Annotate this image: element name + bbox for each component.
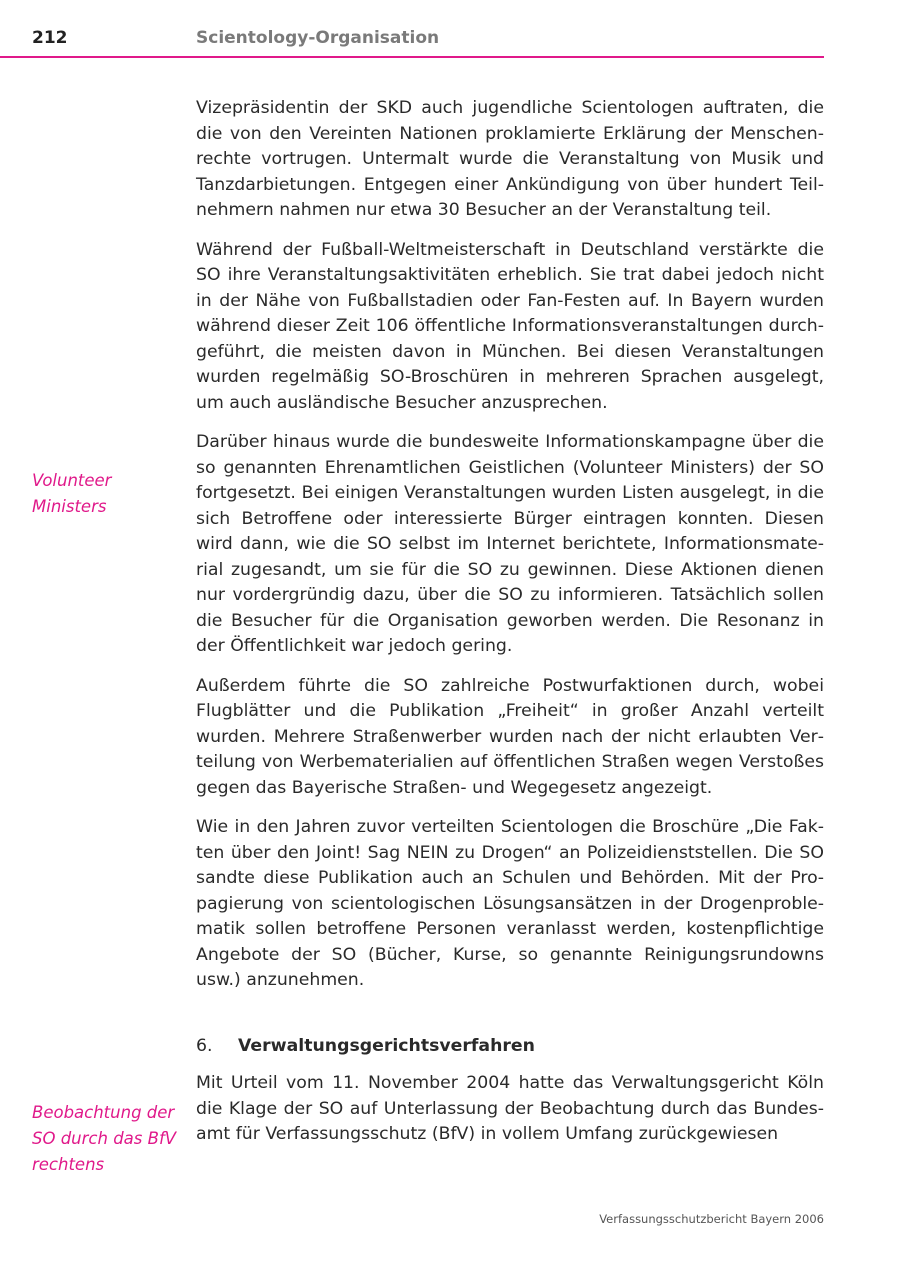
section-number: 6.: [196, 1035, 213, 1056]
main-text: [196, 96, 824, 1162]
page-header: [0, 0, 824, 58]
running-title: Scientology-Organisation: [196, 28, 440, 48]
paragraph-3: Darüber hinaus wurde die bundesweite Informationskampagne über die so genannten Ehrenamtlichen Geistlichen (Volunteer Ministers) der SO fortgesetzt. Bei einigen Veranstaltungen wurden Listen ausgelegt, in die sich Betroffene oder interessierte Bürger eintragen konnten. Diesen wird dann, wie die SO selbst im Internet berichtete, Informationsmaterial zugesandt, um sie für die SO zu gewinnen. Diese Aktionen dienen nur vordergründig dazu, über die SO zu informieren. Tatsächlich sollen die Besucher für die Organisation geworben werden. Die Resonanz in der Öffentlichkeit war jedoch gering.: [196, 432, 824, 656]
margin-note-bfv-observation: Beobachtung der SO durch das BfV rechtens: [32, 1103, 177, 1174]
margin-note-volunteer-ministers: Volunteer Ministers: [32, 471, 112, 516]
section-title: Verwaltungsgerichtsverfahren: [238, 1035, 535, 1056]
paragraph-1: Vizepräsidentin der SKD auch jugendliche Scientologen auftraten, die die von den Vereinten Nationen proklamierte Erklärung der Menschenrechte vortrugen. Untermalt wurde die Veranstaltung von Musik und Tanzdarbietungen. Entgegen einer Ankündigung von über hundert Teilnehmern nahmen nur etwa 30 Besucher an der Veranstaltung teil.: [196, 98, 824, 220]
page-footer: Verfassungsschutzbericht Bayern 2006: [599, 1212, 824, 1226]
section-heading: [196, 1034, 824, 1060]
paragraph-5: Wie in den Jahren zuvor verteilten Scientologen die Broschüre „Die Fakten über den Joint! Sag NEIN zu Drogen“ an Polizeidienststellen. Die SO sandte diese Publikation auch an Schulen und Behörden. Mit der Propagierung von scientologischen Lösungsansätzen in der Drogenproblematik sollen betroffene Personen veranlasst werden, kostenpflichtige Angebote der SO (Bücher, Kurse, so genannte Reinigungsrundowns usw.) anzunehmen.: [196, 817, 824, 990]
page-number: 212: [32, 28, 68, 48]
section-paragraph: Mit Urteil vom 11. November 2004 hatte das Verwaltungsgericht Köln die Klage der SO auf Unterlassung der Beobachtung durch das Bundesamt für Verfassungsschutz (BfV) in vollem Umfang zurückgewiesen: [196, 1073, 824, 1144]
paragraph-2: Während der Fußball-Weltmeisterschaft in Deutschland verstärkte die SO ihre Veranstaltungsaktivitäten erheblich. Sie trat dabei jedoch nicht in der Nähe von Fußballstadien oder Fan-Festen auf. In Bayern wurden während dieser Zeit 106 öffentliche Informationsveranstaltungen durchgeführt, die meisten davon in München. Bei diesen Veranstaltungen wurden regelmäßig SO-Broschüren in mehreren Sprachen ausgelegt, um auch ausländische Besucher anzusprechen.: [196, 239, 824, 413]
paragraph-4: Außerdem führte die SO zahlreiche Postwurfaktionen durch, wobei Flugblätter und die Publikation „Freiheit“ in großer Anzahl verteilt wurden. Mehrere Straßenwerber wurden nach der nicht erlaubten Verteilung von Werbematerialien auf öffentlichen Straßen wegen Verstoßes gegen das Bayerische Straßen- und Wegegesetz angezeigt.: [196, 675, 824, 798]
